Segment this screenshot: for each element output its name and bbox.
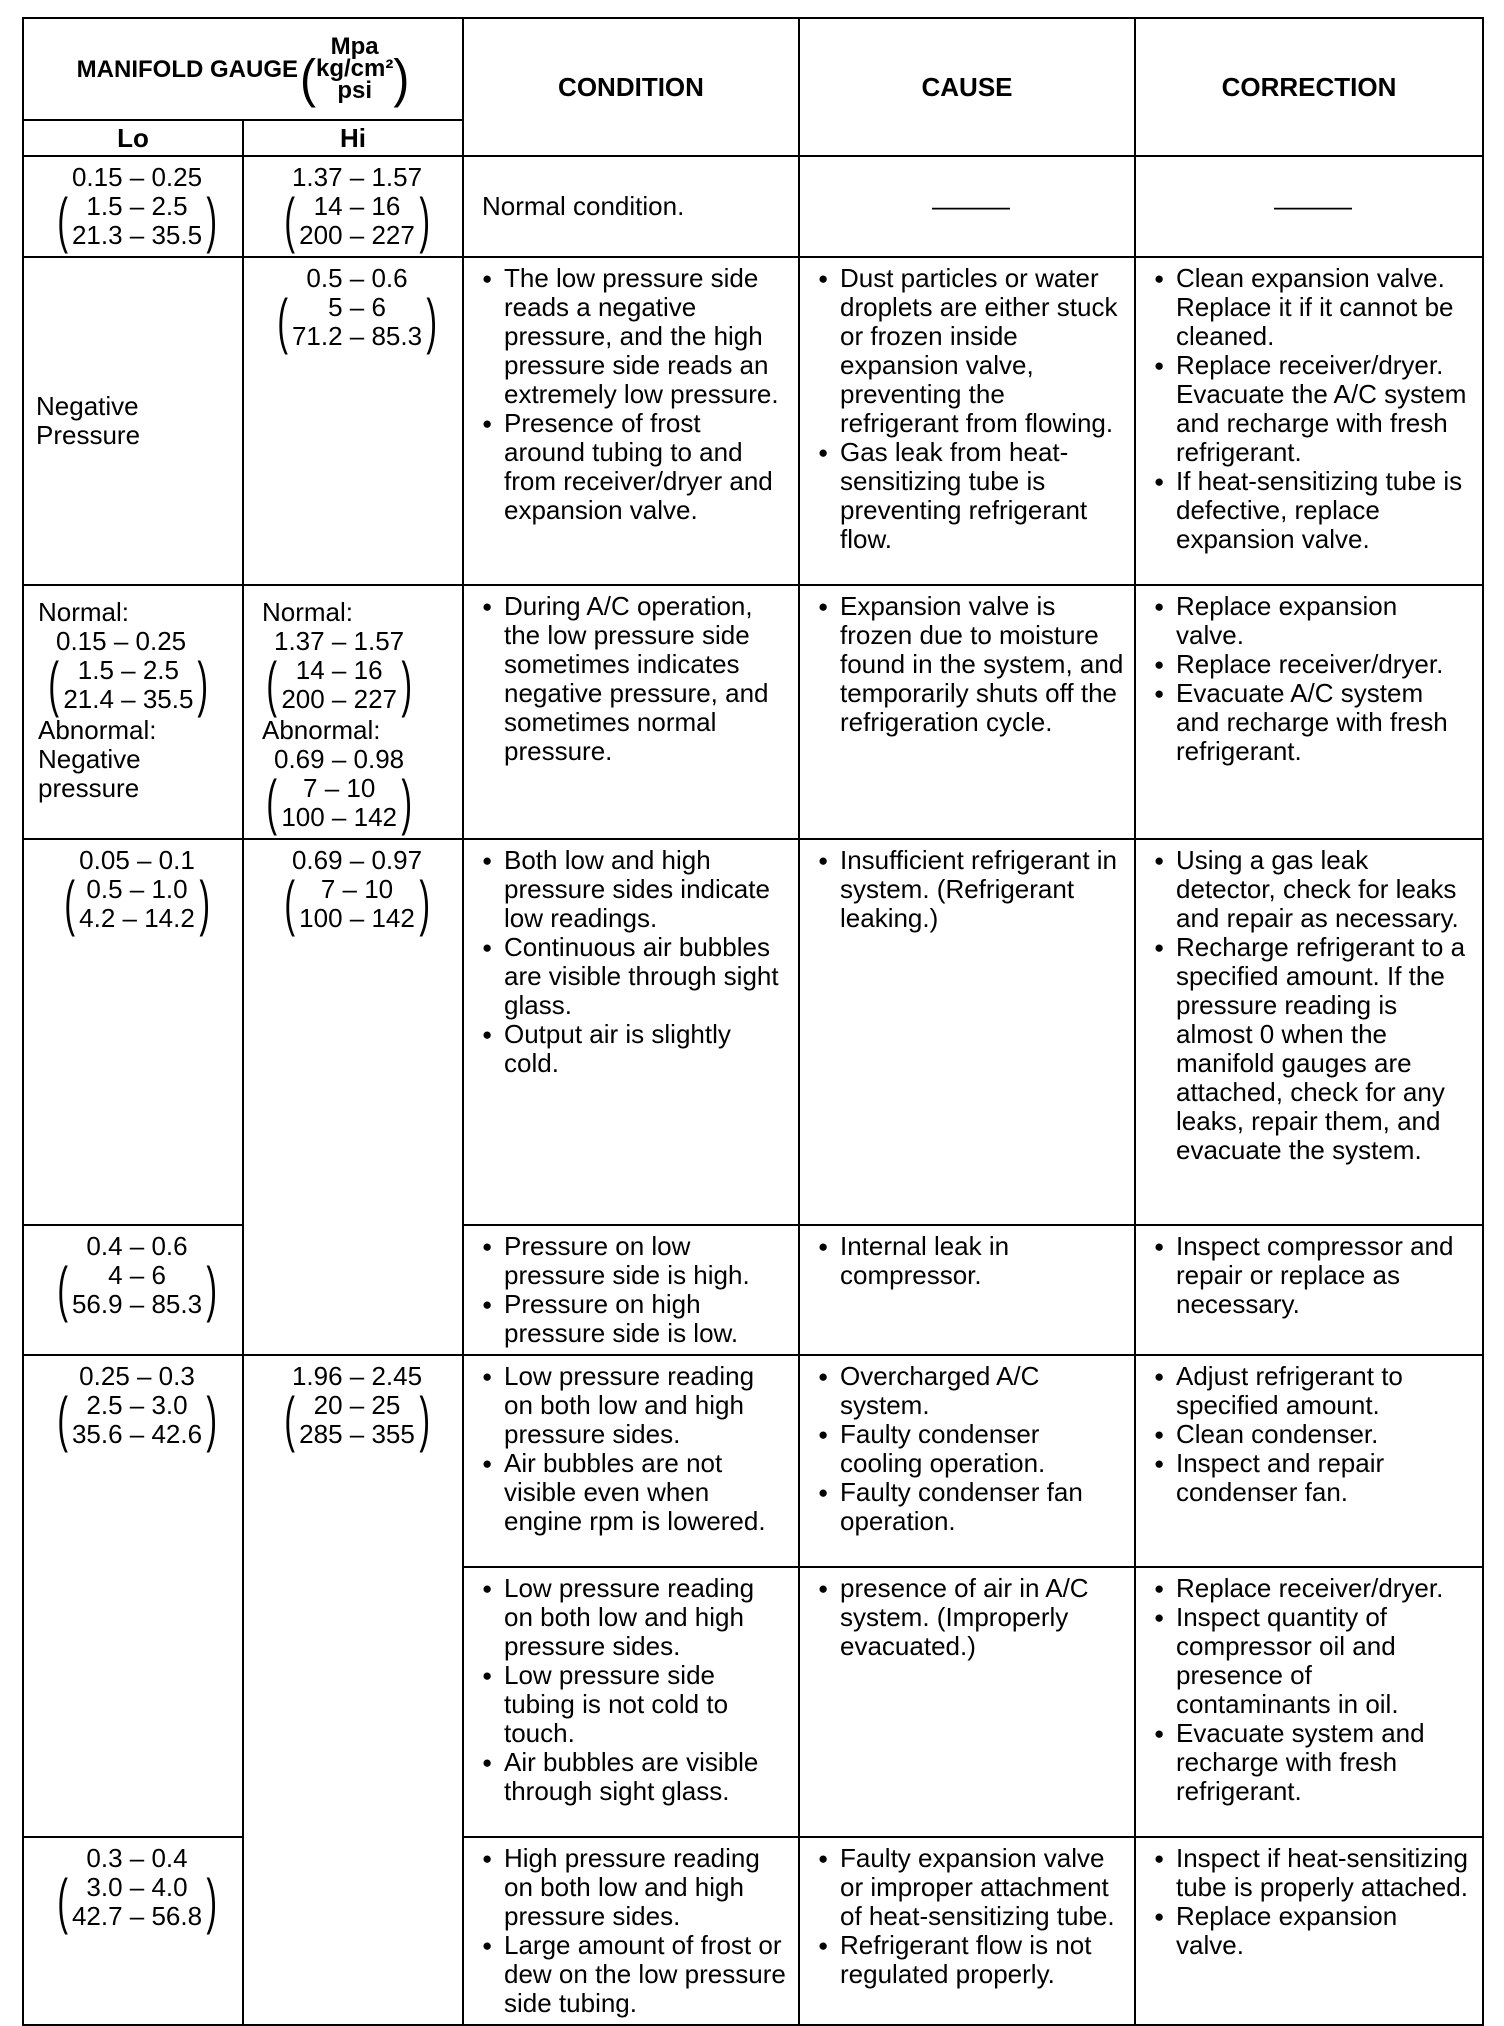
pressure-value: 100 – 142 (281, 802, 397, 832)
bullet-item: ● During A/C operation, the low pressure side sometimes indicates negative pressure, and sometimes normal pressure. (482, 592, 788, 766)
pressure-value: 0.5 – 1.0 (86, 874, 188, 904)
condition-header: CONDITION (463, 18, 799, 156)
table-row (23, 585, 1483, 839)
pressure-value: 0.4 – 0.6 (86, 1231, 188, 1261)
bullet-item: ● Clean expansion valve. Replace it if it cannot be cleaned. (1154, 264, 1472, 351)
pressure-value: 200 – 227 (281, 684, 397, 714)
lo-cell: Negative Pressure (23, 257, 243, 585)
pressure-value: 1.96 – 2.45 (291, 1361, 423, 1391)
table-row (23, 1225, 1483, 1355)
pressure-value: 35.6 – 42.6 (71, 1419, 203, 1449)
cause-cell (799, 1837, 1135, 2025)
lo-cell: 0.25 – 0.3 ( 2.5 – 3.0 35.6 – 42.6 ) (23, 1355, 243, 1837)
hi-cell: 0.5 – 0.6 ( 5 – 6 71.2 – 85.3 ) (243, 257, 463, 585)
bullet-item: ● Insufficient refrigerant in system. (Refrigerant leaking.) (818, 846, 1124, 933)
pressure-value: 0.3 – 0.4 (86, 1843, 188, 1873)
table-row (23, 156, 1483, 257)
bullet-item: ● Air bubbles are visible through sight glass. (482, 1748, 788, 1806)
cell-label: ——— (932, 191, 1010, 221)
pressure-value: 1.5 – 2.5 (86, 191, 188, 221)
bullet-item: ● Refrigerant flow is not regulated properly. (818, 1931, 1124, 1989)
pressure-value: 56.9 – 85.3 (71, 1289, 203, 1319)
bullet-item: ● Adjust refrigerant to specified amount. (1154, 1362, 1472, 1420)
bullet-item: ● Recharge refrigerant to a specified amount. If the pressure reading is almost 0 when the manifold gauges are attached, check for any leaks, repair them, and evacuate the system. (1154, 933, 1472, 1165)
bullet-item: ● Replace receiver/dryer. (1154, 1574, 1472, 1603)
hi-cell: Normal: 1.37 – 1.57 ( 14 – 16 200 – 227 ) Abnormal: 0.69 – 0.98 ( 7 – 10 100 – 142 ) (243, 585, 463, 839)
pressure-value: 4.2 – 14.2 (79, 903, 195, 933)
bullet-item: ● Replace expansion valve. (1154, 1902, 1472, 1960)
bullet-item: ● Output air is slightly cold. (482, 1020, 788, 1078)
condition-cell (463, 585, 799, 839)
pressure-value: 0.69 – 0.98 (274, 744, 405, 774)
pressure-value: 1.37 – 1.57 (274, 626, 405, 656)
cause-cell (799, 1225, 1135, 1355)
bullet-item: ● Continuous air bubbles are visible through sight glass. (482, 933, 788, 1020)
bullet-item: ● Large amount of frost or dew on the low pressure side tubing. (482, 1931, 788, 2018)
gauge-title: MANIFOLD GAUGE (76, 55, 298, 83)
table-row (23, 839, 1483, 1225)
pressure-value: 14 – 16 (313, 191, 401, 221)
bullet-item: ● Inspect if heat-sensitizing tube is properly attached. (1154, 1844, 1472, 1902)
condition-cell (463, 1837, 799, 2025)
correction-cell (1135, 257, 1483, 585)
pressure-value: 0.25 – 0.3 (79, 1361, 195, 1391)
bullet-item: ● presence of air in A/C system. (Improperly evacuated.) (818, 1574, 1124, 1661)
bullet-item: ● Low pressure reading on both low and high pressure sides. (482, 1362, 788, 1449)
pressure-value: 285 – 355 (299, 1419, 415, 1449)
pressure-value: 71.2 – 85.3 (291, 321, 423, 351)
unit-mpa: Mpa (330, 33, 379, 60)
bullet-item: ● Expansion valve is frozen due to moisture found in the system, and temporarily shuts off the refrigeration cycle. (818, 592, 1124, 737)
unit-psi: psi (337, 77, 372, 104)
table-row (23, 257, 1483, 585)
hi-cell: 0.69 – 0.97 ( 7 – 10 100 – 142 ) (243, 839, 463, 1355)
bullet-item: ● Low pressure side tubing is not cold to touch. (482, 1661, 788, 1748)
bullet-item: ● Air bubbles are not visible even when engine rpm is lowered. (482, 1449, 788, 1536)
bullet-item: ● Internal leak in compressor. (818, 1232, 1124, 1290)
correction-cell (1135, 156, 1483, 257)
pressure-value: 21.4 – 35.5 (63, 684, 194, 714)
bullet-item: ● Faulty condenser cooling operation. (818, 1420, 1124, 1478)
pressure-value: 21.3 – 35.5 (71, 220, 203, 250)
condition-cell (463, 1355, 799, 1567)
condition-cell (463, 839, 799, 1225)
pressure-value: 5 – 6 (328, 292, 386, 322)
bullet-item: ● Pressure on low pressure side is high. (482, 1232, 788, 1290)
pressure-value: 0.69 – 0.97 (291, 845, 423, 875)
pressure-value: 20 – 25 (313, 1390, 401, 1420)
correction-cell (1135, 585, 1483, 839)
cause-header: CAUSE (799, 18, 1135, 156)
pressure-value: 4 – 6 (108, 1260, 166, 1290)
bullet-item: ● Clean condenser. (1154, 1420, 1472, 1449)
cause-cell (799, 585, 1135, 839)
cell-label: Normal: (38, 597, 130, 627)
units-block: Mpa ( kg/cm² psi ) (300, 33, 410, 109)
cell-label: Negative pressure (38, 744, 141, 803)
bullet-item: ● Faulty condenser fan operation. (818, 1478, 1124, 1536)
lo-header: Lo (23, 120, 243, 156)
condition-cell (463, 1225, 799, 1355)
pressure-value: 1.5 – 2.5 (77, 655, 179, 685)
pressure-value: 3.0 – 4.0 (86, 1872, 188, 1902)
bullet-item: ● Evacuate A/C system and recharge with fresh refrigerant. (1154, 679, 1472, 766)
pressure-value: 100 – 142 (299, 903, 415, 933)
bullet-item: ● Inspect compressor and repair or replace as necessary. (1154, 1232, 1472, 1319)
pressure-value: 0.15 – 0.25 (71, 162, 203, 192)
correction-cell (1135, 1355, 1483, 1567)
cell-label: Abnormal: (38, 715, 157, 745)
pressure-value: 1.37 – 1.57 (291, 162, 423, 192)
pressure-value: 0.15 – 0.25 (56, 626, 187, 656)
bullet-item: ● The low pressure side reads a negative pressure, and the high pressure side reads an extremely low pressure. (482, 264, 788, 409)
cause-cell (799, 839, 1135, 1225)
lo-cell: 0.3 – 0.4 ( 3.0 – 4.0 42.7 – 56.8 ) (23, 1837, 243, 2025)
correction-cell (1135, 1567, 1483, 1837)
correction-header: CORRECTION (1135, 18, 1483, 156)
bullet-item: ● If heat-sensitizing tube is defective, replace expansion valve. (1154, 467, 1472, 554)
cause-cell (799, 257, 1135, 585)
bullet-item: ● High pressure reading on both low and high pressure sides. (482, 1844, 788, 1931)
bullet-item: ● Inspect and repair condenser fan. (1154, 1449, 1472, 1507)
lo-cell: 0.4 – 0.6 ( 4 – 6 56.9 – 85.3 ) (23, 1225, 243, 1355)
condition-cell (463, 257, 799, 585)
table-row (23, 1837, 1483, 2025)
pressure-value: 0.5 – 0.6 (306, 263, 408, 293)
pressure-value: 7 – 10 (303, 773, 376, 803)
bullet-item: ● Using a gas leak detector, check for leaks and repair as necessary. (1154, 846, 1472, 933)
cause-cell (799, 1567, 1135, 1837)
table-row (23, 1355, 1483, 1567)
pressure-value: 14 – 16 (295, 655, 383, 685)
pressure-value: 7 – 10 (320, 874, 394, 904)
lo-cell: 0.15 – 0.25 ( 1.5 – 2.5 21.3 – 35.5 ) (23, 156, 243, 257)
cell-label: Abnormal: (262, 715, 381, 745)
lo-cell: 0.05 – 0.1 ( 0.5 – 1.0 4.2 – 14.2 ) (23, 839, 243, 1225)
bullet-item: ● Inspect quantity of compressor oil and presence of contaminants in oil. (1154, 1603, 1472, 1719)
bullet-item: ● Both low and high pressure sides indicate low readings. (482, 846, 788, 933)
pressure-value: 2.5 – 3.0 (86, 1390, 188, 1420)
correction-cell (1135, 839, 1483, 1225)
pressure-value: 42.7 – 56.8 (71, 1901, 203, 1931)
bullet-item: ● Replace receiver/dryer. (1154, 650, 1472, 679)
condition-cell: Normal condition. (463, 156, 799, 257)
bullet-item: ● Presence of frost around tubing to and from receiver/dryer and expansion valve. (482, 409, 788, 525)
hi-cell: 1.37 – 1.57 ( 14 – 16 200 – 227 ) (243, 156, 463, 257)
bullet-item: ● Low pressure reading on both low and high pressure sides. (482, 1574, 788, 1661)
bullet-item: ● Replace expansion valve. (1154, 592, 1472, 650)
cause-cell (799, 156, 1135, 257)
bullet-item: ● Overcharged A/C system. (818, 1362, 1124, 1420)
lo-cell: Normal: 0.15 – 0.25 ( 1.5 – 2.5 21.4 – 35.5 ) Abnormal: Negative pressure (23, 585, 243, 839)
correction-cell (1135, 1225, 1483, 1355)
bullet-item: ● Gas leak from heat-sensitizing tube is preventing refrigerant flow. (818, 438, 1124, 554)
correction-cell (1135, 1837, 1483, 2025)
bullet-item: ● Faulty expansion valve or improper attachment of heat-sensitizing tube. (818, 1844, 1124, 1931)
unit-kg: kg/cm² (315, 55, 394, 82)
ac-diagnosis-table (22, 17, 1484, 2026)
hi-header: Hi (243, 120, 463, 156)
bullet-item: ● Dust particles or water droplets are either stuck or frozen inside expansion valve, preventing the refrigerant from flowing. (818, 264, 1124, 438)
bullet-item: ● Replace receiver/dryer. Evacuate the A/C system and recharge with fresh refrigerant. (1154, 351, 1472, 467)
hi-cell: 1.96 – 2.45 ( 20 – 25 285 – 355 ) (243, 1355, 463, 2025)
pressure-value: 0.05 – 0.1 (79, 845, 195, 875)
pressure-value: 200 – 227 (299, 220, 415, 250)
bullet-item: ● Pressure on high pressure side is low. (482, 1290, 788, 1348)
cause-cell (799, 1355, 1135, 1567)
cell-label: Normal: (262, 597, 354, 627)
bullet-item: ● Evacuate system and recharge with fresh refrigerant. (1154, 1719, 1472, 1806)
manifold-gauge-header (23, 18, 463, 120)
cell-label: ——— (1274, 191, 1352, 221)
condition-cell (463, 1567, 799, 1837)
